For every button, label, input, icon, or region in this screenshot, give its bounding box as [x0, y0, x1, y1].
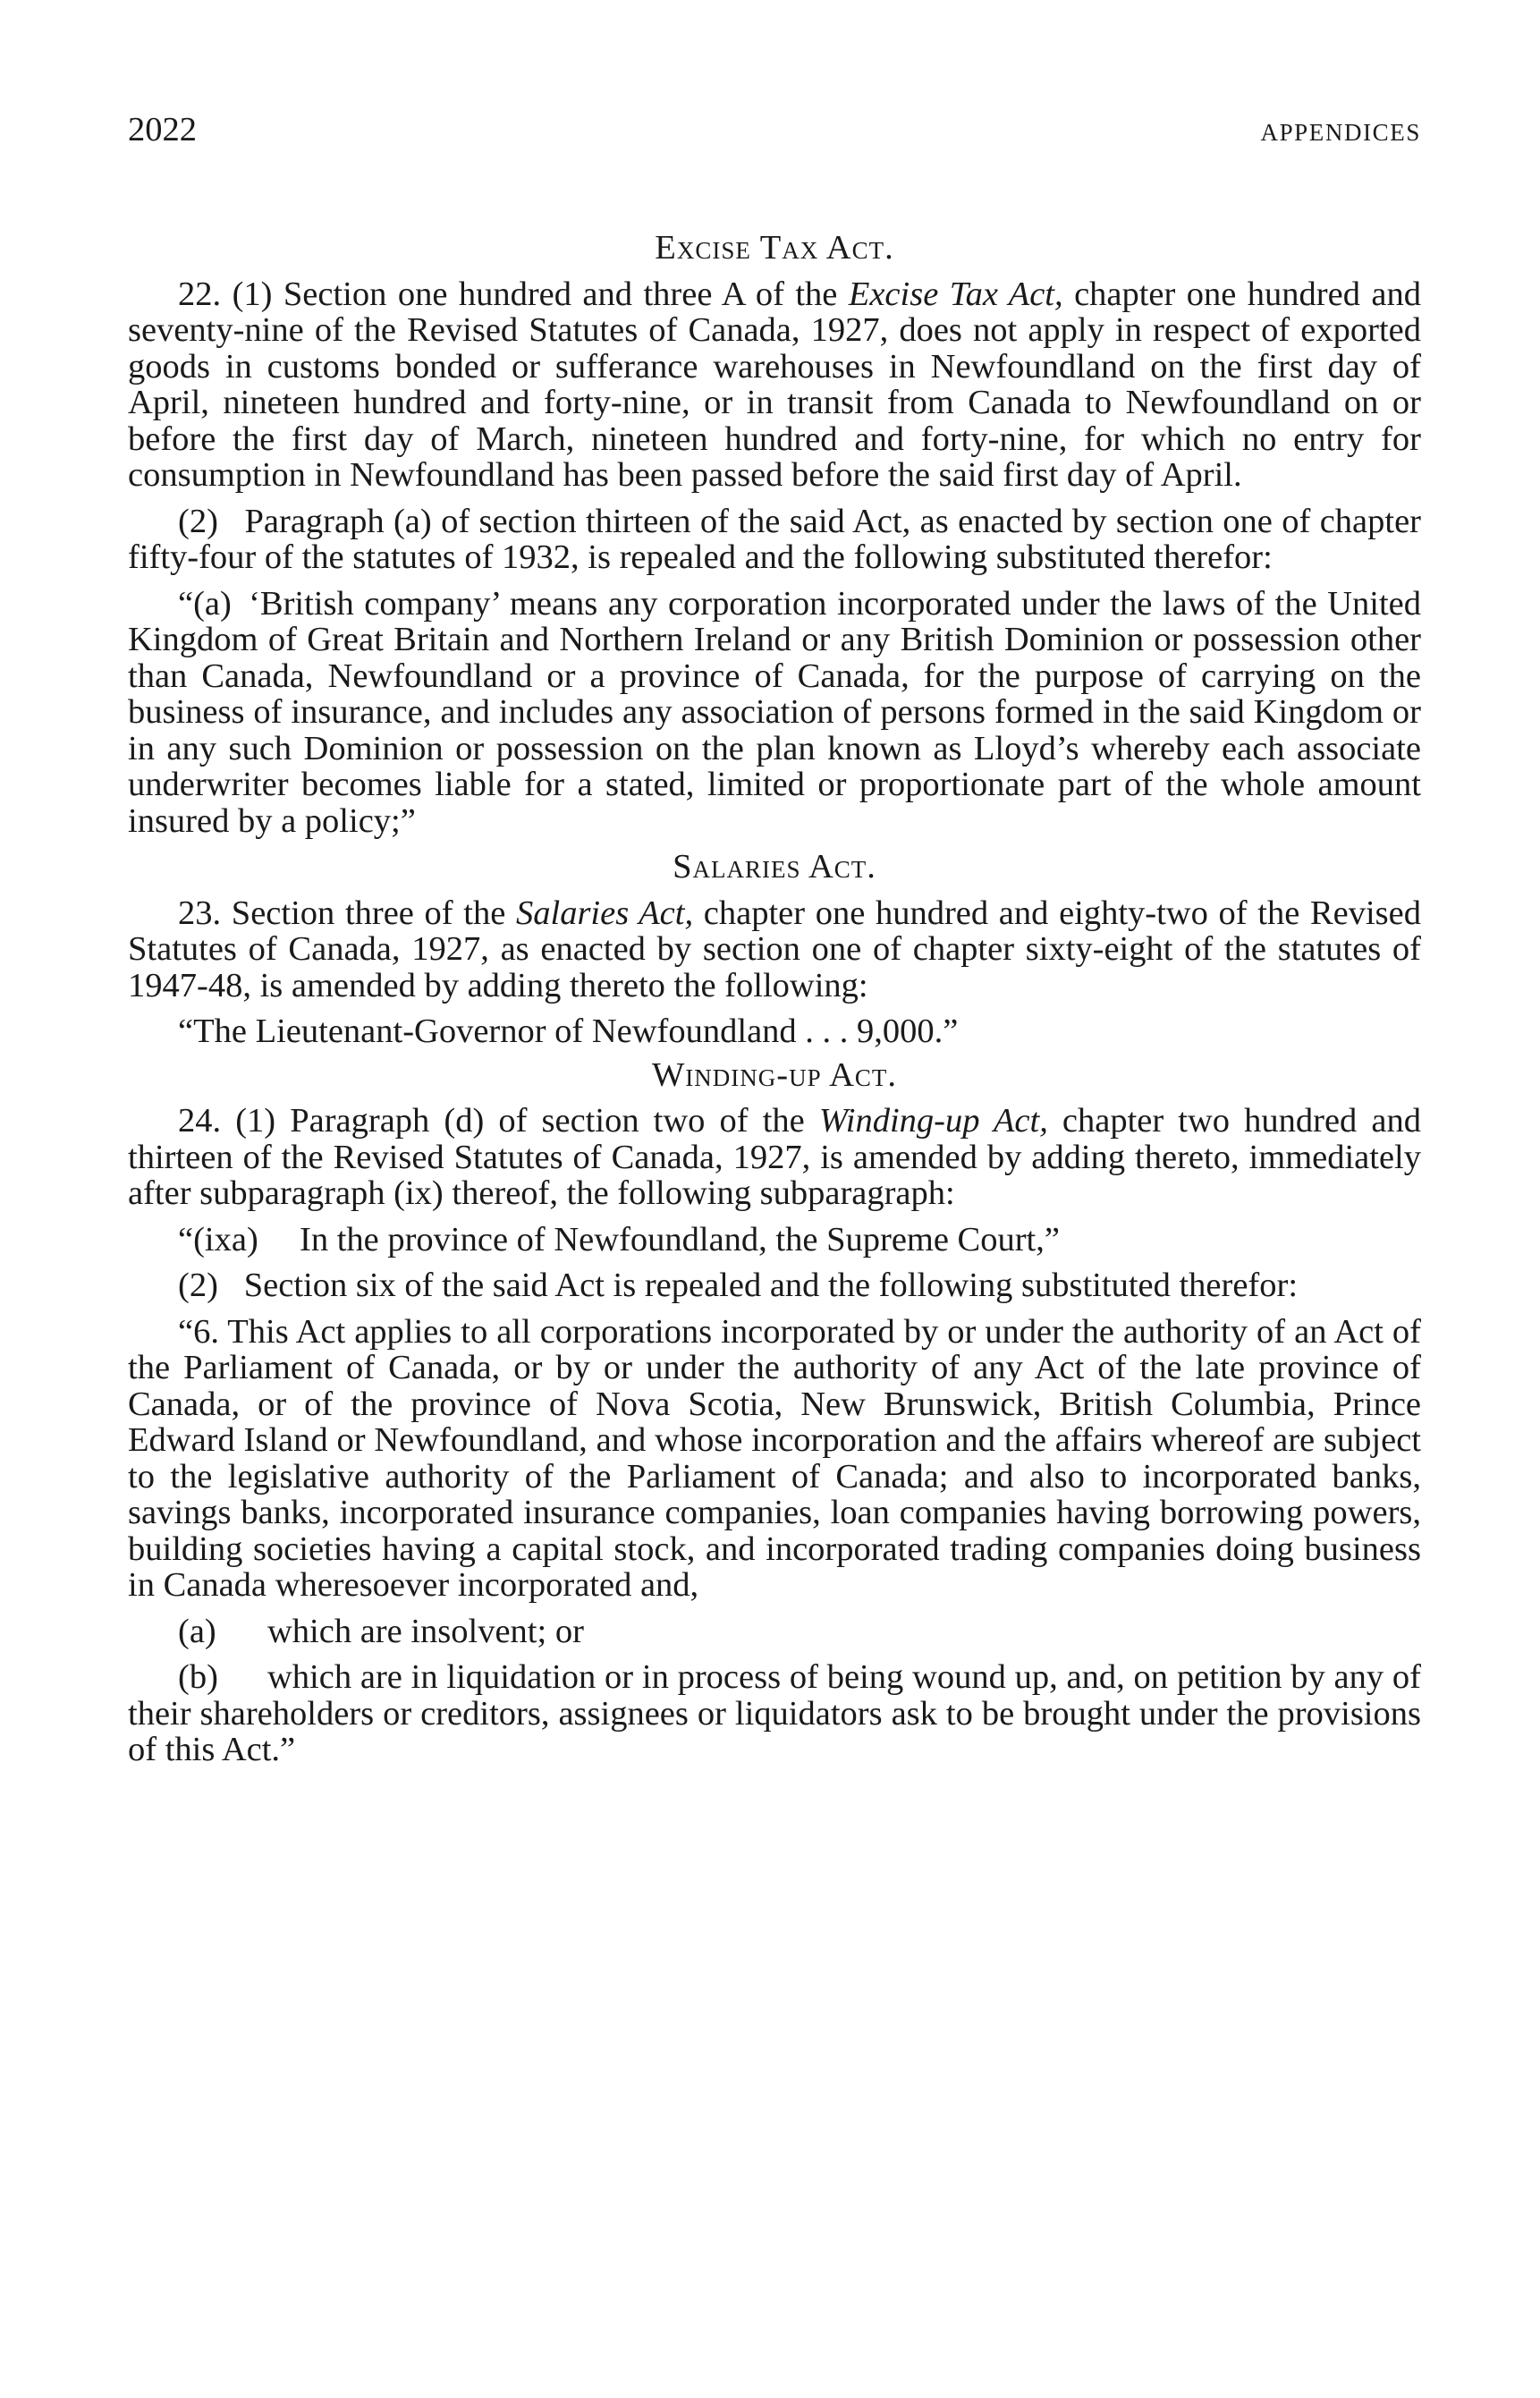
section-6-item-b: (b) which are in liquidation or in process of being wound up, and, on petition by any of their shareholders or creditors, assignees or liquidators ask to be brought under the provisions of this Act.”: [128, 1658, 1421, 1768]
item-label: (a): [178, 1612, 216, 1650]
section-heading-excise-tax-act: Excise Tax Act.: [655, 229, 894, 267]
section-24-subsection-1: 24. (1) Paragraph (d) of section two of the Winding-up Act, chapter two hundred and thirteen of the Revised Statutes of Canada, 1927, is amended by adding thereto, immediately after subparagraph (ix) thereof, the following subparagraph:: [128, 1102, 1421, 1212]
section-22-subsection-1: 22. (1) Section one hundred and three A of the Excise Tax Act, chapter one hundred and seventy-nine of the Revised Statutes of Canada, 1927, does not apply in respect of exported goods in customs bonded or sufferance warehouses in Newfoundland on the first day of April, nineteen hundred and forty-nine, or in transit from Canada to Newfoundland on or before the first day of March, nineteen hundred and forty-nine, for which no entry for consumption in Newfoundland has been passed before the said first day of April.: [128, 275, 1421, 494]
subparagraph-label: “(ixa): [178, 1220, 258, 1258]
running-head: APPENDICES: [1260, 119, 1421, 146]
section-heading-salaries-act: Salaries Act.: [673, 848, 876, 885]
page-number: 2022: [128, 111, 197, 148]
section-24-quoted-section-6: “6. This Act applies to all corporations incorporated by or under the authority of an Act of the Parliament of Canada, or by or under the authority of any Act of the late province of Canada, or of the province of Nova Scotia, New Brunswick, British Columbia, Prince Edward Island or Newfoundland, and whose incorporation and the affairs whereof are subject to the legislative authority of the Parliament of Canada; and also to incorporated banks, savings banks, incorporated insurance companies, loan companies having borrowing powers, building societies having a capital stock, and incorporated trading companies doing business in Canada wheresoever incorporated and,: [128, 1312, 1421, 1604]
section-heading-winding-up-act: Winding-up Act.: [651, 1055, 898, 1094]
section-24-quoted-subparagraph-ixa: “(ixa) In the province of Newfoundland, the Supreme Court,”: [178, 1220, 1060, 1258]
section-23: 23. Section three of the Salaries Act, chapter one hundred and eighty-two of the Revised Statutes of Canada, 1927, as enacted by section one of chapter sixty-eight of the statutes of 1947-48, is amended by adding thereto the following:: [128, 894, 1422, 1004]
section-6-item-a: (a) which are insolvent; or: [178, 1612, 584, 1650]
section-22-subsection-2: (2) Paragraph (a) of section thirteen of the said Act, as enacted by section one of chapter fifty-four of the statutes of 1932, is repealed and the following substituted therefor:: [128, 502, 1421, 576]
item-label: (b): [178, 1658, 218, 1696]
section-23-quote: “The Lieutenant-Governor of Newfoundland . . . 9,000.”: [178, 1013, 959, 1050]
document-page: [128, 112, 1421, 2366]
page-header: [128, 112, 1421, 165]
section-24-subsection-2: (2) Section six of the said Act is repealed and the following substituted therefor:: [178, 1267, 1299, 1304]
section-22-quoted-paragraph-a: “(a) ‘British company’ means any corporation incorporated under the laws of the United Kingdom of Great Britain and Northern Ireland or any British Dominion or possession other than Canada, Newfoundland or a province of Canada, for the purpose of carrying on the business of insurance, and includes any association of persons formed in the said Kingdom or in any such Dominion or possession on the plan known as Lloyd’s whereby each associate underwriter becomes liable for a stated, limited or proportionate part of the whole amount insured by a policy;”: [128, 584, 1421, 840]
